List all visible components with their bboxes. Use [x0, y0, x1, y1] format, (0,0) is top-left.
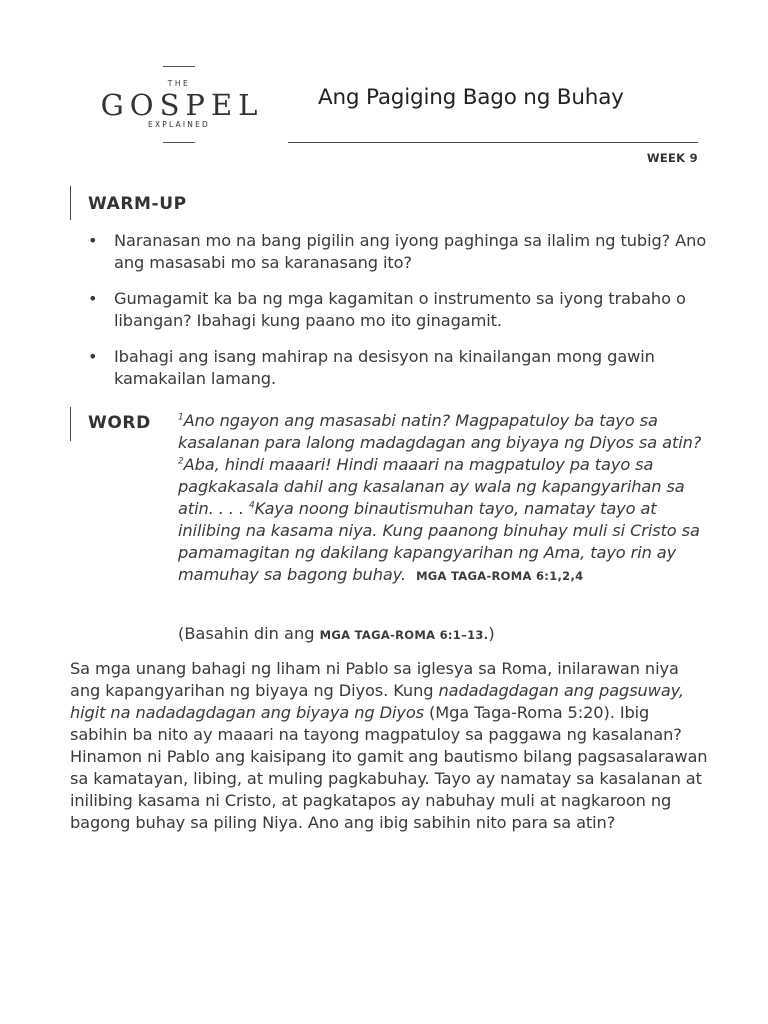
- warmup-item-text: Naranasan mo na bang pigilin ang iyong paghinga sa ilalim ng tubig? Ano ang masasabi mo sa karanasang ito?: [114, 231, 707, 272]
- warmup-item-text: Ibahagi ang isang mahirap na desisyon na kinailangan mong gawin kamakailan lamang.: [114, 347, 655, 388]
- list-item: [88, 288, 708, 332]
- week-label: WEEK 9: [646, 151, 698, 165]
- list-item: [88, 230, 708, 274]
- verse-text: Ano ngayon ang masasabi natin? Magpapatuloy ba tayo sa kasalanan para lalong madagdagan ang biyaya ng Diyos sa atin?: [178, 411, 702, 452]
- logo-explained: EXPLAINED: [147, 120, 211, 129]
- scripture-reference: MGA TAGA-ROMA 6:1,2,4: [416, 569, 584, 583]
- warmup-list: [88, 230, 708, 404]
- body-text-2: (Mga Taga-Roma 5:20). Ibig sabihin ba nito ay maaari na tayong magpatuloy sa paggawa ng kasalanan? Hinamon ni Pablo ang kaisipang ito gamit ang bautismo bilang pagsasalarawan sa kamatayan, libing, at muling pagkabuhay. Tayo ay namatay sa kasalanan at inilibing kasama ni Cristo, at pagkatapos ay nabuhay muli at nagkaroon ng bagong buhay sa piling Niya. Ano ang ibig sabihin nito para sa atin?: [70, 703, 708, 832]
- read-also-note: [178, 623, 495, 646]
- body-paragraph: [70, 658, 710, 834]
- bullet-glyph: •: [88, 347, 98, 366]
- read-also-reference: MGA TAGA-ROMA 6:1–13.: [319, 628, 489, 642]
- gospel-explained-logo: [76, 66, 282, 143]
- page-title: Ang Pagiging Bago ng Buhay: [318, 85, 624, 110]
- read-also-suffix: ): [488, 624, 495, 643]
- body-text-1: Sa mga unang bahagi ng liham ni Pablo sa iglesya sa Roma, inilarawan niya ang kapangyarihan ng biyaya ng Diyos. Kung: [70, 659, 679, 700]
- verse-text: Aba, hindi maaari! Hindi maaari na magpatuloy pa tayo sa pagkakasala dahil ang kasalanan ay wala ng kapangyarihan sa atin. . . .: [178, 455, 685, 518]
- word-bar: [70, 407, 71, 441]
- verse-number: 1: [178, 412, 184, 423]
- bullet-glyph: •: [88, 289, 98, 308]
- verse-number: 4: [249, 500, 255, 511]
- scripture-passage: [178, 410, 718, 587]
- warmup-bar: [70, 186, 71, 220]
- logo-the: THE: [167, 79, 191, 88]
- verse-text: Kaya noong binautismuhan tayo, namatay tayo at inilibing na kasama niya. Kung paanong binuhay muli si Cristo sa pamamagitan ng dakilang kapangyarihan ng Ama, tayo rin ay mamuhay sa bagong buhay.: [178, 499, 700, 584]
- verse-number: 2: [178, 456, 184, 467]
- body-italic-quote: nadadagdagan ang pagsuway, higit na nadadagdagan ang biyaya ng Diyos: [70, 681, 684, 722]
- logo-gospel: GOSPEL: [100, 88, 264, 122]
- word-heading: WORD: [88, 413, 151, 433]
- logo-top-rule: [163, 66, 195, 67]
- read-also-prefix: (Basahin din ang: [178, 624, 320, 643]
- title-divider: [288, 142, 698, 143]
- list-item: [88, 346, 708, 390]
- warmup-heading: WARM-UP: [88, 194, 187, 214]
- logo-bottom-rule: [163, 142, 195, 143]
- bullet-glyph: •: [88, 231, 98, 250]
- warmup-item-text: Gumagamit ka ba ng mga kagamitan o instrumento sa iyong trabaho o libangan? Ibahagi kung paano mo ito ginagamit.: [114, 289, 686, 330]
